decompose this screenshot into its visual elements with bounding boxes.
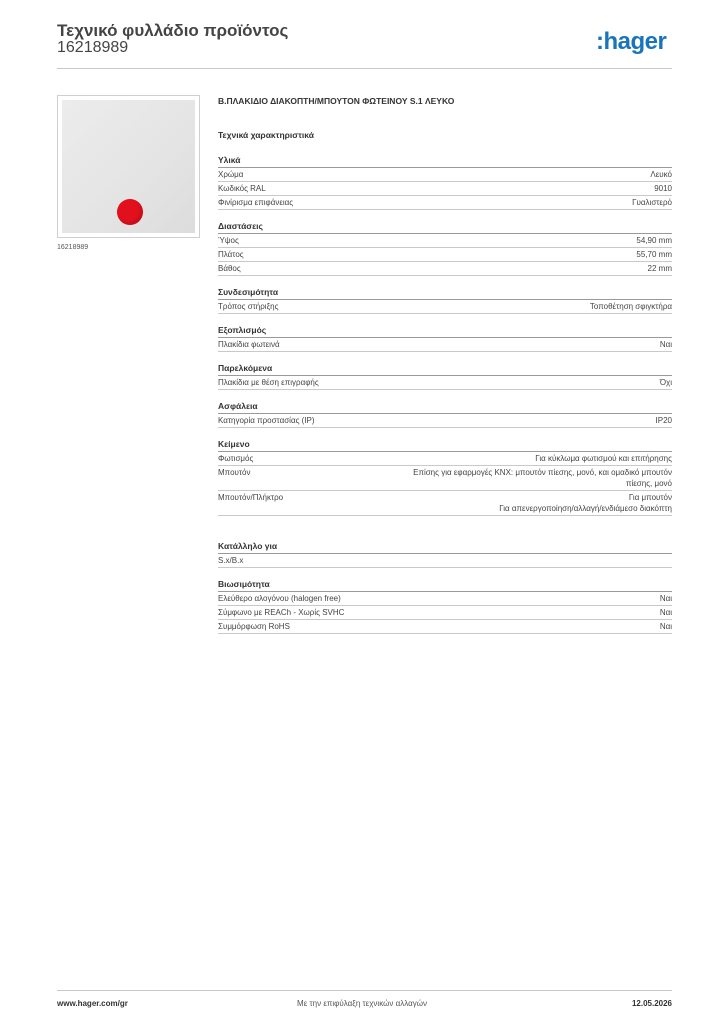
footer-divider [57, 990, 672, 991]
spec-row [218, 592, 672, 606]
spec-label: Τρόπος στήριξης [218, 302, 279, 311]
product-image [57, 95, 200, 238]
spec-value-line: Για απενεργοποίηση/αλλαγή/ενδιάμεσο διακόπτη [499, 504, 672, 513]
spec-value: Ναι [659, 608, 672, 617]
section-title: Ασφάλεια [218, 400, 672, 414]
spec-value: Ναι [659, 340, 672, 349]
spec-row [218, 300, 672, 314]
image-caption: 16218989 [57, 244, 89, 251]
spec-label: Κωδικός RAL [218, 184, 266, 193]
spec-section [218, 540, 672, 568]
spec-label: Βάθος [218, 264, 241, 273]
spec-row [218, 262, 672, 276]
spec-value: Τοποθέτηση σφιγκτήρα [589, 302, 672, 311]
spec-row [218, 491, 672, 516]
spec-label: Πλάτος [218, 250, 244, 259]
spec-section [218, 438, 672, 516]
spec-value: 22 mm [647, 264, 672, 273]
spec-section [218, 578, 672, 634]
spec-value-line: Επίσης για εφαρμογές KNX: μπουτόν πίεσης, μονό, και ομαδικό μπουτόν [413, 468, 672, 477]
spec-label: Πλακίδια φωτεινά [218, 340, 280, 349]
spec-value: Για κύκλωμα φωτισμού και επιτήρησης [535, 454, 672, 463]
spec-sections [218, 154, 672, 634]
spec-value-line: Για μπουτόν [628, 493, 672, 502]
section-title: Κείμενο [218, 438, 672, 452]
spec-value: Όχι [659, 378, 672, 387]
spec-row [218, 452, 672, 466]
spec-label: Πλακίδια με θέση επιγραφής [218, 378, 319, 387]
section-title: Συνδεσιμότητα [218, 286, 672, 300]
spec-label: S.x/B.x [218, 556, 244, 565]
spec-row [218, 248, 672, 262]
spec-value: Ναι [659, 622, 672, 631]
spec-row [218, 376, 672, 390]
section-title: Παρελκόμενα [218, 362, 672, 376]
page-title: Τεχνικό φυλλάδιο προϊόντος [57, 21, 289, 40]
spec-row [218, 466, 672, 491]
spec-section [218, 286, 672, 314]
product-code: 16218989 [57, 39, 129, 56]
spec-value [499, 492, 672, 514]
section-title: Κατάλληλο για [218, 540, 672, 554]
spec-row [218, 234, 672, 248]
spec-value: Γυαλιστερό [632, 198, 672, 207]
spec-row [218, 196, 672, 210]
spec-section [218, 324, 672, 352]
spec-value: 54,90 mm [636, 236, 672, 245]
spec-value-line: πίεσης, μονό [625, 479, 672, 488]
spec-section [218, 362, 672, 390]
product-name: Β.ΠΛΑΚΙΔΙΟ ΔΙΑΚΟΠΤΗ/ΜΠΟΥΤΟΝ ΦΩΤΕΙΝΟΥ S.1 ΛΕΥΚΟ [218, 96, 455, 106]
spec-label: Μπουτόν [218, 468, 251, 477]
spec-row [218, 168, 672, 182]
spec-section [218, 154, 672, 210]
footer-disclaimer: Με την επιφύλαξη τεχνικών αλλαγών [297, 999, 427, 1008]
spec-label: Σύμφωνο με REACh - Χωρίς SVHC [218, 608, 345, 617]
spec-row [218, 182, 672, 196]
spec-label: Φωτισμός [218, 454, 254, 463]
tech-specs-heading: Τεχνικά χαρακτηριστικά [218, 130, 314, 140]
spec-label: Κατηγορία προστασίας (IP) [218, 416, 315, 425]
spec-label: Μπουτόν/Πλήκτρο [218, 493, 284, 502]
spec-value: 9010 [654, 184, 672, 193]
spec-label: Ελεύθερο αλογόνου (halogen free) [218, 594, 341, 603]
hager-logo: :hager [596, 28, 667, 55]
spec-value: IP20 [655, 416, 672, 425]
spec-label: Χρώμα [218, 170, 244, 179]
section-title: Υλικά [218, 154, 672, 168]
spec-row [218, 620, 672, 634]
section-title: Διαστάσεις [218, 220, 672, 234]
section-title: Βιωσιμότητα [218, 578, 672, 592]
spec-content [218, 95, 672, 634]
section-title: Εξοπλισμός [218, 324, 672, 338]
spec-row [218, 338, 672, 352]
spec-section [218, 220, 672, 276]
spec-row [218, 554, 672, 568]
spec-label: Φινίρισμα επιφάνειας [218, 198, 294, 207]
footer-date: 12.05.2026 [631, 999, 672, 1008]
red-indicator-lens [117, 199, 143, 225]
spec-value: Ναι [659, 594, 672, 603]
spec-row [218, 606, 672, 620]
spec-label: Ύψος [218, 236, 239, 245]
header-divider [57, 68, 672, 69]
spec-label: Συμμόρφωση RoHS [218, 622, 290, 631]
spec-value: 55,70 mm [636, 250, 672, 259]
footer-website: www.hager.com/gr [57, 999, 128, 1008]
spec-section [218, 400, 672, 428]
spec-value [413, 467, 672, 489]
spec-value: Λευκό [650, 170, 672, 179]
spec-row [218, 414, 672, 428]
